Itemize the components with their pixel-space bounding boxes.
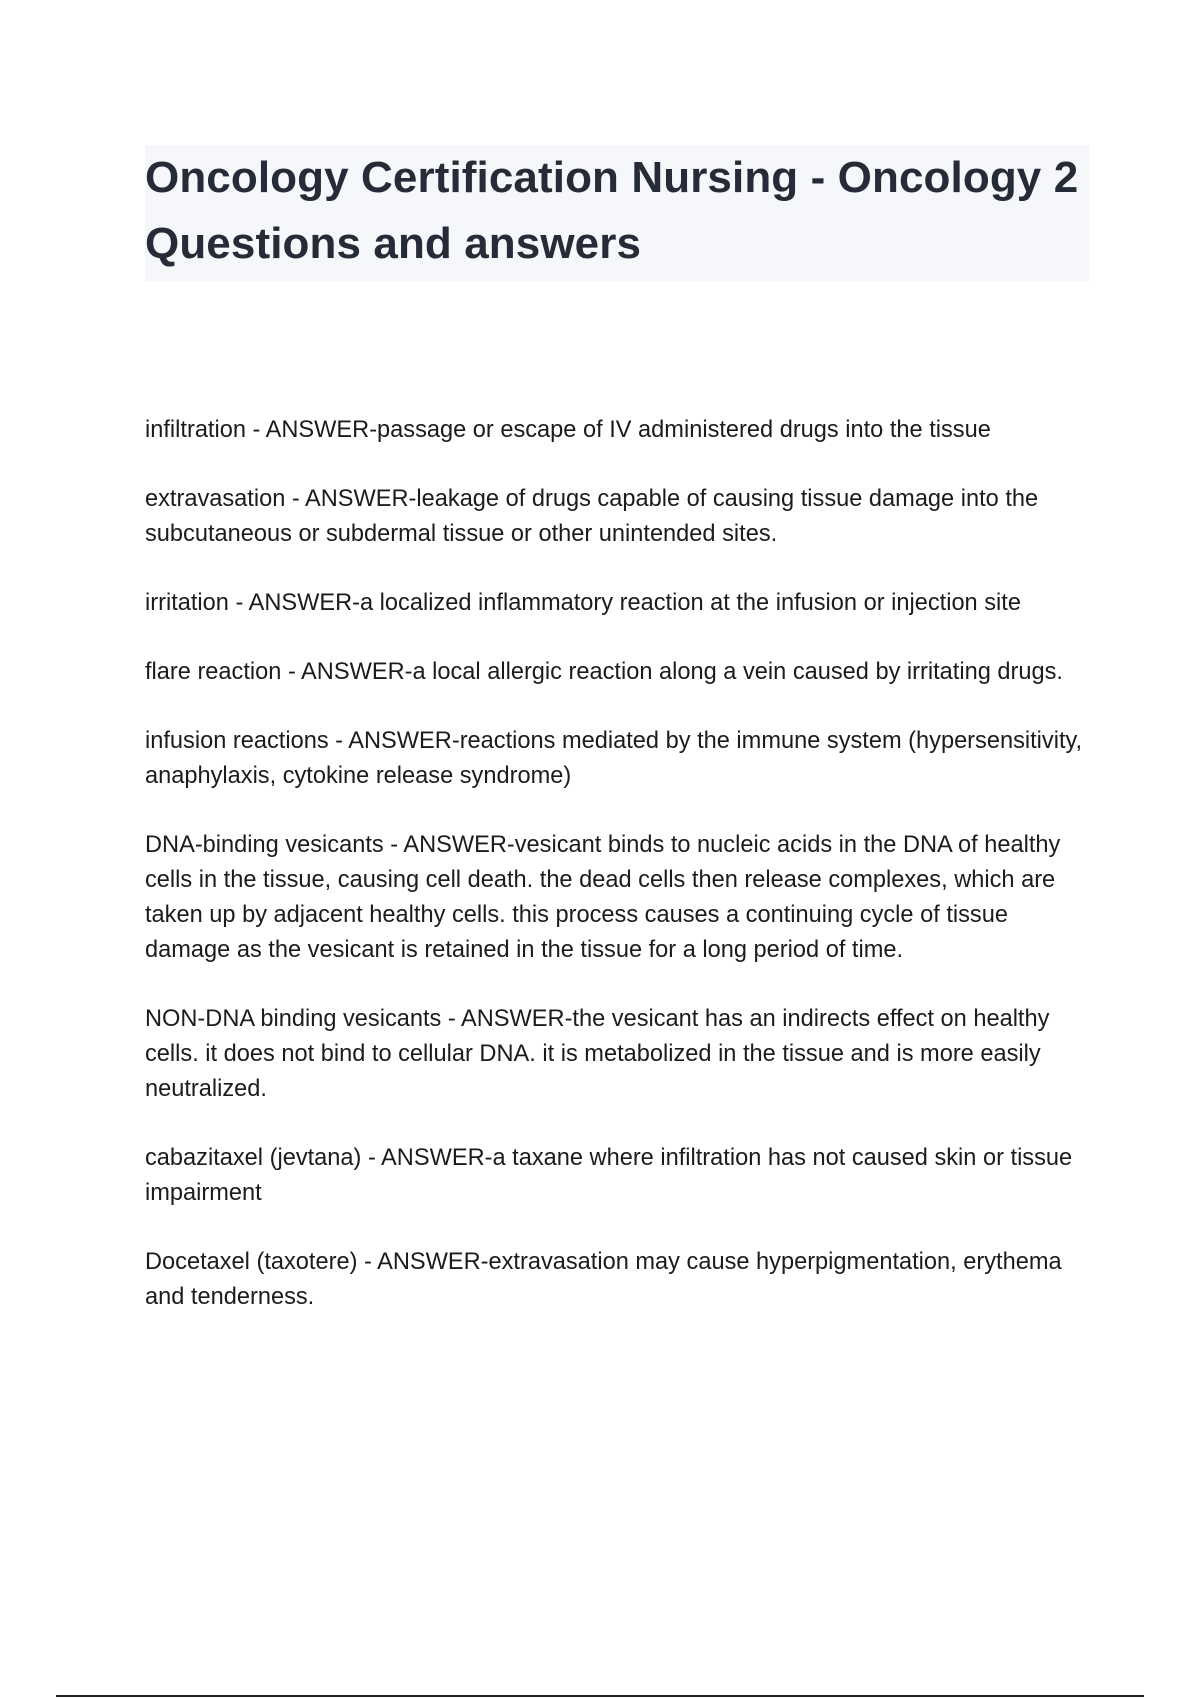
qa-entry: irritation - ANSWER-a localized inflammatory reaction at the infusion or injection site: [145, 590, 1021, 616]
qa-entry: Docetaxel (taxotere) - ANSWER-extravasation may cause hyperpigmentation, erythema and tenderness.: [145, 1249, 1062, 1310]
qa-entry: infusion reactions - ANSWER-reactions mediated by the immune system (hypersensitivity, anaphylaxis, cytokine release syndrome): [145, 728, 1083, 789]
page-bottom-rule: [56, 1695, 1144, 1697]
qa-entry: infiltration - ANSWER-passage or escape of IV administered drugs into the tissue: [145, 417, 991, 443]
qa-entry: DNA-binding vesicants - ANSWER-vesicant binds to nucleic acids in the DNA of healthy cells in the tissue, causing cell death. the dead cells then release complexes, which are taken up by adjacent healthy cells. this process causes a continuing cycle of tissue damage as the vesicant is retained in the tissue for a long period of time.: [145, 832, 1061, 963]
qa-entry: cabazitaxel (jevtana) - ANSWER-a taxane where infiltration has not caused skin or tissue impairment: [145, 1145, 1073, 1206]
qa-entry: extravasation - ANSWER-leakage of drugs capable of causing tissue damage into the subcutaneous or subdermal tissue or other unintended sites.: [145, 486, 1039, 547]
qa-entry: NON-DNA binding vesicants - ANSWER-the vesicant has an indirects effect on healthy cells. it does not bind to cellular DNA. it is metabolized in the tissue and is more easily neutralized.: [145, 1006, 1050, 1102]
title-block: [145, 145, 1089, 281]
qa-entry: flare reaction - ANSWER-a local allergic reaction along a vein caused by irritating drugs.: [145, 659, 1063, 685]
qa-list: [145, 413, 1090, 1349]
document-title: Oncology Certification Nursing - Oncology 2 Questions and answers: [145, 153, 1079, 268]
